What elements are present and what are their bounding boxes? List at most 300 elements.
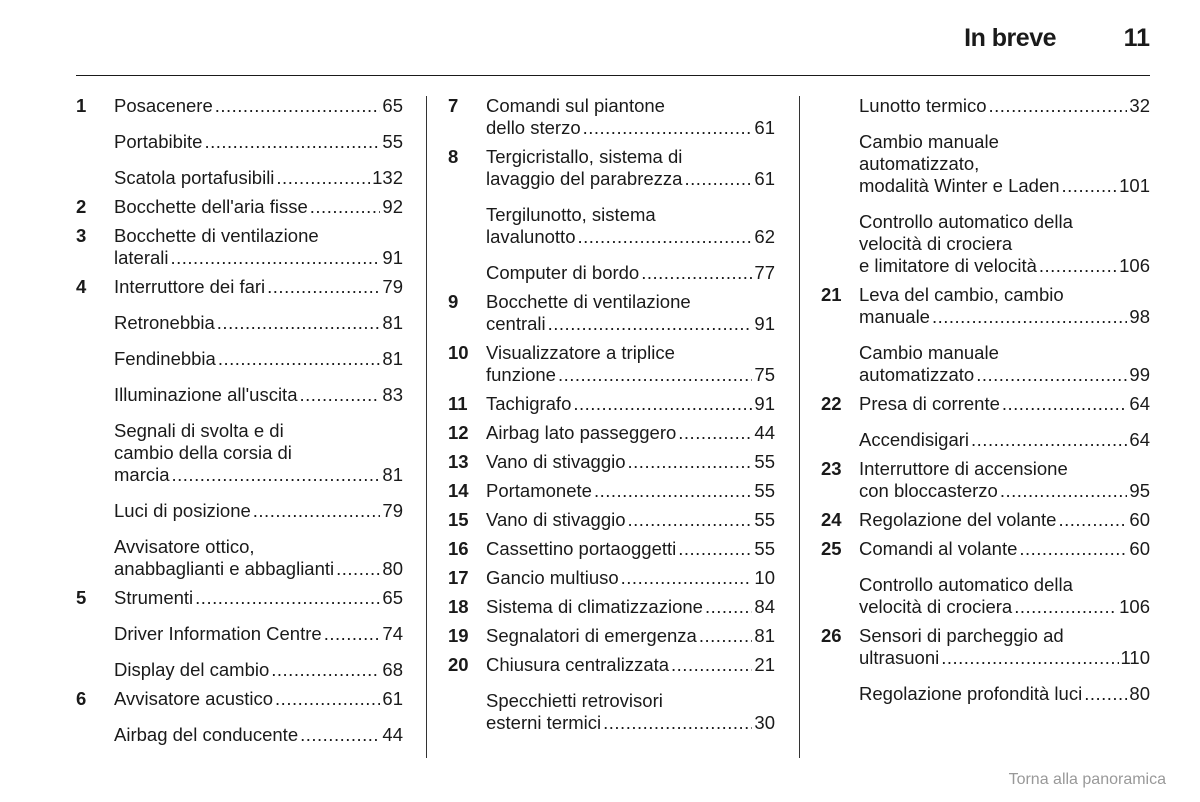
entry-text (486, 654, 775, 676)
entry-page-number[interactable]: 21 (754, 654, 775, 675)
entry-page-number[interactable]: 92 (382, 196, 403, 217)
entry-number (821, 131, 859, 197)
index-entry[interactable] (76, 225, 403, 269)
entry-page-number[interactable]: 61 (754, 168, 775, 189)
entry-number (821, 211, 859, 277)
entry-text (486, 690, 775, 734)
entry-number: 21 (821, 284, 842, 305)
dot-leader (989, 95, 1128, 117)
dot-leader (276, 167, 370, 189)
entry-label-line: lavalunotto (486, 226, 576, 247)
entry-text (859, 131, 1150, 197)
index-entry[interactable] (448, 451, 775, 473)
entry-number (821, 574, 859, 618)
entry-number: 11 (448, 393, 468, 414)
dot-leader (267, 276, 380, 298)
entry-number: 10 (448, 342, 469, 363)
entry-page-number[interactable]: 77 (754, 262, 775, 283)
entry-page-number[interactable]: 55 (382, 131, 403, 152)
index-entry[interactable] (448, 146, 775, 190)
dot-leader (1058, 509, 1127, 531)
entry-page-number[interactable]: 84 (754, 596, 775, 617)
entry-label-line: Bocchette dell'aria fisse (114, 196, 308, 217)
entry-text (114, 384, 403, 406)
entry-text (859, 393, 1150, 415)
dot-leader (684, 168, 752, 190)
entry-label-line: marcia (114, 464, 170, 485)
index-entry[interactable] (76, 196, 403, 218)
header-rule (76, 75, 1150, 76)
entry-label-line: lavaggio del parabrezza (486, 168, 683, 189)
entry-label-line: Sistema di climatizzazione (486, 596, 703, 617)
entry-label-line: Segnalatori di emergenza (486, 625, 697, 646)
index-entry[interactable] (448, 538, 775, 560)
entry-number: 8 (448, 146, 459, 167)
index-entry[interactable] (76, 659, 403, 681)
entry-page-number[interactable]: 80 (382, 558, 403, 579)
dot-leader (171, 247, 381, 269)
entry-number (76, 500, 114, 522)
dot-leader (971, 429, 1127, 451)
dot-leader (699, 625, 753, 647)
entry-number (448, 204, 486, 248)
index-entry[interactable] (76, 312, 403, 334)
entry-page-number[interactable]: 106 (1119, 255, 1150, 276)
dot-leader (218, 348, 381, 370)
dot-leader (583, 117, 753, 139)
entry-label-line: Tachigrafo (486, 393, 572, 414)
entry-text (486, 262, 775, 284)
index-entry[interactable] (821, 342, 1150, 386)
entry-page-number[interactable]: 91 (382, 247, 403, 268)
entry-label-line: Illuminazione all'uscita (114, 384, 298, 405)
entry-page-number[interactable]: 110 (1120, 647, 1150, 668)
index-entry[interactable] (448, 262, 775, 284)
entry-text (486, 342, 775, 386)
entry-label-line: velocità di crociera (859, 596, 1013, 617)
entry-label-line: esterni termici (486, 712, 602, 733)
index-entry[interactable] (448, 654, 775, 676)
entry-text (486, 204, 775, 248)
entry-text (114, 623, 403, 645)
entry-number: 19 (448, 625, 469, 646)
entry-text (859, 95, 1150, 117)
dot-leader (577, 226, 752, 248)
entry-number (76, 724, 114, 746)
index-entry[interactable] (448, 690, 775, 734)
dot-leader (324, 623, 381, 645)
entry-label-line: Retronebbia (114, 312, 215, 333)
entry-number: 5 (76, 587, 87, 608)
entry-number (76, 536, 114, 580)
dot-leader (1002, 393, 1128, 415)
entry-text (486, 291, 775, 335)
entry-label-line: Visualizzatore a triplice (486, 342, 675, 363)
entry-page-number[interactable]: 75 (754, 364, 775, 385)
entry-label-line: Fendinebbia (114, 348, 216, 369)
entry-text (486, 509, 775, 531)
entry-number: 6 (76, 688, 87, 709)
index-entry[interactable] (76, 500, 403, 522)
entry-page-number[interactable]: 81 (754, 625, 775, 646)
entry-text (114, 587, 403, 609)
entry-text (114, 167, 403, 189)
index-entry[interactable] (448, 95, 775, 139)
entry-number (76, 623, 114, 645)
column-divider (426, 96, 427, 758)
entry-label-line: Driver Information Centre (114, 623, 322, 644)
entry-page-number[interactable]: 30 (754, 712, 775, 733)
entry-text (114, 225, 403, 269)
dot-leader (678, 422, 752, 444)
entry-label-line: Portamonete (486, 480, 592, 501)
entry-label-line: Cambio manuale (859, 131, 999, 152)
entry-page-number[interactable]: 68 (382, 659, 403, 680)
index-entry[interactable] (821, 625, 1150, 669)
entry-label-line: Gancio multiuso (486, 567, 619, 588)
entry-number: 12 (448, 422, 469, 443)
index-entry[interactable] (76, 95, 403, 117)
entry-number: 14 (448, 480, 469, 501)
dot-leader (271, 659, 380, 681)
entry-label-line: velocità di crociera (859, 233, 1013, 254)
entry-text (114, 420, 403, 486)
entry-text (486, 422, 775, 444)
entry-number: 9 (448, 291, 459, 312)
dot-leader (594, 480, 752, 502)
dot-leader (299, 384, 380, 406)
dot-leader (336, 558, 380, 580)
entry-label-line: Comandi al volante (859, 538, 1018, 559)
index-entry[interactable] (76, 623, 403, 645)
entry-number: 25 (821, 538, 842, 559)
index-entry[interactable] (76, 384, 403, 406)
entry-label-line: Presa di corrente (859, 393, 1000, 414)
entry-label-line: Display del cambio (114, 659, 270, 680)
entry-number: 24 (821, 509, 842, 530)
dot-leader (628, 509, 753, 531)
dot-leader (1019, 538, 1127, 560)
entry-label-line: Regolazione profondità luci (859, 683, 1083, 704)
back-to-overview-link[interactable]: Torna alla panoramica (1008, 771, 1166, 788)
index-entry[interactable] (448, 625, 775, 647)
entry-page-number[interactable]: 61 (754, 117, 775, 138)
entry-text (859, 429, 1150, 451)
dot-leader (217, 312, 381, 334)
entry-label-line: Chiusura centralizzata (486, 654, 670, 675)
entry-page-number[interactable]: 62 (754, 226, 775, 247)
entry-number (448, 262, 486, 284)
dot-leader (705, 596, 752, 618)
entry-text (859, 538, 1150, 560)
entry-label-line: Computer di bordo (486, 262, 640, 283)
entry-label-line: Vano di stivaggio (486, 451, 626, 472)
index-column-1 (76, 95, 403, 746)
entry-number (76, 131, 114, 153)
dot-leader (628, 451, 753, 473)
entry-label-line: Controllo automatico della (859, 574, 1073, 595)
entry-label-line: ultrasuoni (859, 647, 940, 668)
entry-number (76, 384, 114, 406)
entry-label-line: Airbag lato passeggero (486, 422, 677, 443)
dot-leader (671, 654, 752, 676)
entry-label-line: Regolazione del volante (859, 509, 1057, 530)
entry-label-line: Leva del cambio, cambio (859, 284, 1064, 305)
dot-leader (573, 393, 752, 415)
entry-label-line: Vano di stivaggio (486, 509, 626, 530)
index-entry[interactable] (448, 291, 775, 335)
entry-label-line: Airbag del conducente (114, 724, 299, 745)
entry-text (486, 480, 775, 502)
index-entry[interactable] (76, 536, 403, 580)
entry-number (76, 420, 114, 486)
entry-number: 4 (76, 276, 87, 297)
entry-text (114, 131, 403, 153)
entry-page-number[interactable]: 80 (1129, 683, 1150, 704)
entry-label-line: con bloccasterzo (859, 480, 998, 501)
dot-leader (275, 688, 380, 710)
entry-page-number[interactable]: 60 (1129, 509, 1150, 530)
entry-text (486, 625, 775, 647)
entry-page-number[interactable]: 81 (382, 348, 403, 369)
index-entry[interactable] (448, 422, 775, 444)
entry-page-number[interactable]: 98 (1129, 306, 1150, 327)
entry-label-line: Tergicristallo, sistema di (486, 146, 683, 167)
index-entry[interactable] (448, 596, 775, 618)
entry-label-line: modalità Winter e Laden (859, 175, 1060, 196)
entry-page-number[interactable]: 55 (754, 538, 775, 559)
index-entry[interactable] (821, 95, 1150, 117)
index-entry[interactable] (448, 393, 775, 415)
entry-page-number[interactable]: 95 (1129, 480, 1150, 501)
entry-label-line: laterali (114, 247, 169, 268)
entry-label-line: manuale (859, 306, 930, 327)
index-entry[interactable] (448, 567, 775, 589)
entry-label-line: Strumenti (114, 587, 194, 608)
dot-leader (1014, 596, 1117, 618)
entry-number (821, 429, 859, 451)
dot-leader (215, 95, 381, 117)
entry-page-number[interactable]: 44 (754, 422, 775, 443)
entry-number: 17 (448, 567, 469, 588)
index-entry[interactable] (76, 131, 403, 153)
entry-page-number[interactable]: 60 (1129, 538, 1150, 559)
entry-number: 13 (448, 451, 469, 472)
entry-page-number[interactable]: 44 (382, 724, 403, 745)
index-entry[interactable] (821, 509, 1150, 531)
dot-leader (641, 262, 752, 284)
entry-text (859, 509, 1150, 531)
entry-page-number[interactable]: 55 (754, 480, 775, 501)
entry-number: 22 (821, 393, 842, 414)
entry-number (76, 312, 114, 334)
entry-label-line: dello sterzo (486, 117, 581, 138)
entry-text (114, 536, 403, 580)
entry-label-line: Specchietti retrovisori (486, 690, 663, 711)
entry-number: 16 (448, 538, 469, 559)
entry-number (76, 659, 114, 681)
entry-label-line: Bocchette di ventilazione (486, 291, 691, 312)
dot-leader (941, 647, 1118, 669)
index-entry[interactable] (448, 509, 775, 531)
dot-leader (678, 538, 752, 560)
entry-page-number[interactable]: 61 (382, 688, 403, 709)
entry-label-line: Sensori di parcheggio ad (859, 625, 1064, 646)
entry-label-line: funzione (486, 364, 556, 385)
entry-text (486, 451, 775, 473)
dot-leader (548, 313, 753, 335)
entry-number (448, 690, 486, 734)
entry-label-line: Interruttore di accensione (859, 458, 1068, 479)
dot-leader (1062, 175, 1118, 197)
entry-page-number[interactable]: 65 (382, 95, 403, 116)
entry-label-line: automatizzato, (859, 153, 980, 174)
dot-leader (976, 364, 1127, 386)
entry-page-number[interactable]: 55 (754, 451, 775, 472)
entry-page-number[interactable]: 106 (1119, 596, 1150, 617)
entry-text (486, 393, 775, 415)
entry-text (486, 95, 775, 139)
entry-label-line: Avvisatore ottico, (114, 536, 255, 557)
entry-page-number[interactable]: 83 (382, 384, 403, 405)
dot-leader (300, 724, 380, 746)
index-entry[interactable] (821, 211, 1150, 277)
entry-label-line: Cassettino portaoggetti (486, 538, 677, 559)
index-entry[interactable] (821, 429, 1150, 451)
entry-page-number[interactable]: 64 (1129, 429, 1150, 450)
entry-page-number[interactable]: 132 (372, 167, 403, 188)
index-entry[interactable] (821, 393, 1150, 415)
entry-label-line: cambio della corsia di (114, 442, 292, 463)
entry-label-line: Portabibite (114, 131, 203, 152)
entry-page-number[interactable]: 81 (382, 464, 403, 485)
entry-label-line: Tergilunotto, sistema (486, 204, 656, 225)
entry-page-number[interactable]: 101 (1119, 175, 1150, 196)
dot-leader (172, 464, 381, 486)
index-column-2 (448, 95, 775, 734)
dot-leader (1039, 255, 1117, 277)
entry-text (114, 95, 403, 117)
entry-page-number[interactable]: 10 (754, 567, 775, 588)
entry-number (821, 342, 859, 386)
entry-page-number[interactable]: 65 (382, 587, 403, 608)
entry-label-line: Posacenere (114, 95, 213, 116)
entry-number: 23 (821, 458, 842, 479)
entry-text (114, 724, 403, 746)
entry-text (114, 500, 403, 522)
entry-label-line: Interruttore dei fari (114, 276, 266, 297)
index-entry[interactable] (76, 348, 403, 370)
entry-text (114, 659, 403, 681)
entry-label-line: e limitatore di velocità (859, 255, 1037, 276)
index-entry[interactable] (76, 724, 403, 746)
entry-number (76, 167, 114, 189)
index-entry[interactable] (821, 131, 1150, 197)
entry-page-number[interactable]: 79 (382, 500, 403, 521)
index-entry[interactable] (448, 204, 775, 248)
entry-number: 3 (76, 225, 87, 246)
index-entry[interactable] (76, 167, 403, 189)
entry-number: 2 (76, 196, 87, 217)
entry-page-number[interactable]: 79 (382, 276, 403, 297)
entry-text (114, 196, 403, 218)
index-entry[interactable] (76, 420, 403, 486)
entry-text (486, 146, 775, 190)
entry-text (859, 683, 1150, 705)
entry-page-number[interactable]: 91 (754, 393, 775, 414)
index-entry[interactable] (821, 574, 1150, 618)
entry-number: 18 (448, 596, 469, 617)
entry-text (859, 625, 1150, 669)
entry-number (821, 683, 859, 705)
page-number: 11 (1123, 24, 1150, 52)
index-entry[interactable] (448, 480, 775, 502)
entry-number (821, 95, 859, 117)
entry-label-line: centrali (486, 313, 546, 334)
entry-text (114, 312, 403, 334)
entry-number (76, 348, 114, 370)
index-entry[interactable] (821, 458, 1150, 502)
entry-label-line: Bocchette di ventilazione (114, 225, 319, 246)
entry-text (859, 342, 1150, 386)
entry-text (114, 276, 403, 298)
entry-page-number[interactable]: 91 (754, 313, 775, 334)
dot-leader (603, 712, 752, 734)
entry-text (114, 348, 403, 370)
dot-leader (1000, 480, 1128, 502)
entry-page-number[interactable]: 64 (1129, 393, 1150, 414)
entry-page-number[interactable]: 32 (1129, 95, 1150, 116)
index-entry[interactable] (821, 683, 1150, 705)
index-column-3 (821, 95, 1150, 705)
index-entry[interactable] (448, 342, 775, 386)
entry-number: 26 (821, 625, 842, 646)
dot-leader (558, 364, 752, 386)
entry-text (486, 538, 775, 560)
index-entry[interactable] (76, 587, 403, 609)
index-entry[interactable] (821, 538, 1150, 560)
column-divider (799, 96, 800, 758)
index-entry[interactable] (821, 284, 1150, 328)
entry-label-line: Luci di posizione (114, 500, 251, 521)
entry-text (859, 211, 1150, 277)
entry-label-line: Segnali di svolta e di (114, 420, 284, 441)
entry-text (859, 574, 1150, 618)
entry-label-line: Controllo automatico della (859, 211, 1073, 232)
entry-page-number[interactable]: 55 (754, 509, 775, 530)
dot-leader (195, 587, 380, 609)
index-entry[interactable] (76, 276, 403, 298)
dot-leader (932, 306, 1127, 328)
index-entry[interactable] (76, 688, 403, 710)
dot-leader (1084, 683, 1127, 705)
entry-label-line: Cambio manuale (859, 342, 999, 363)
dot-leader (310, 196, 381, 218)
dot-leader (253, 500, 381, 522)
entry-page-number[interactable]: 74 (382, 623, 403, 644)
entry-text (859, 284, 1150, 328)
entry-page-number[interactable]: 99 (1129, 364, 1150, 385)
entry-number: 7 (448, 95, 459, 116)
dot-leader (204, 131, 380, 153)
entry-text (114, 688, 403, 710)
entry-number: 1 (76, 95, 87, 116)
entry-label-line: anabbaglianti e abbaglianti (114, 558, 335, 579)
entry-text (486, 596, 775, 618)
entry-label-line: automatizzato (859, 364, 975, 385)
dot-leader (621, 567, 753, 589)
entry-page-number[interactable]: 81 (382, 312, 403, 333)
